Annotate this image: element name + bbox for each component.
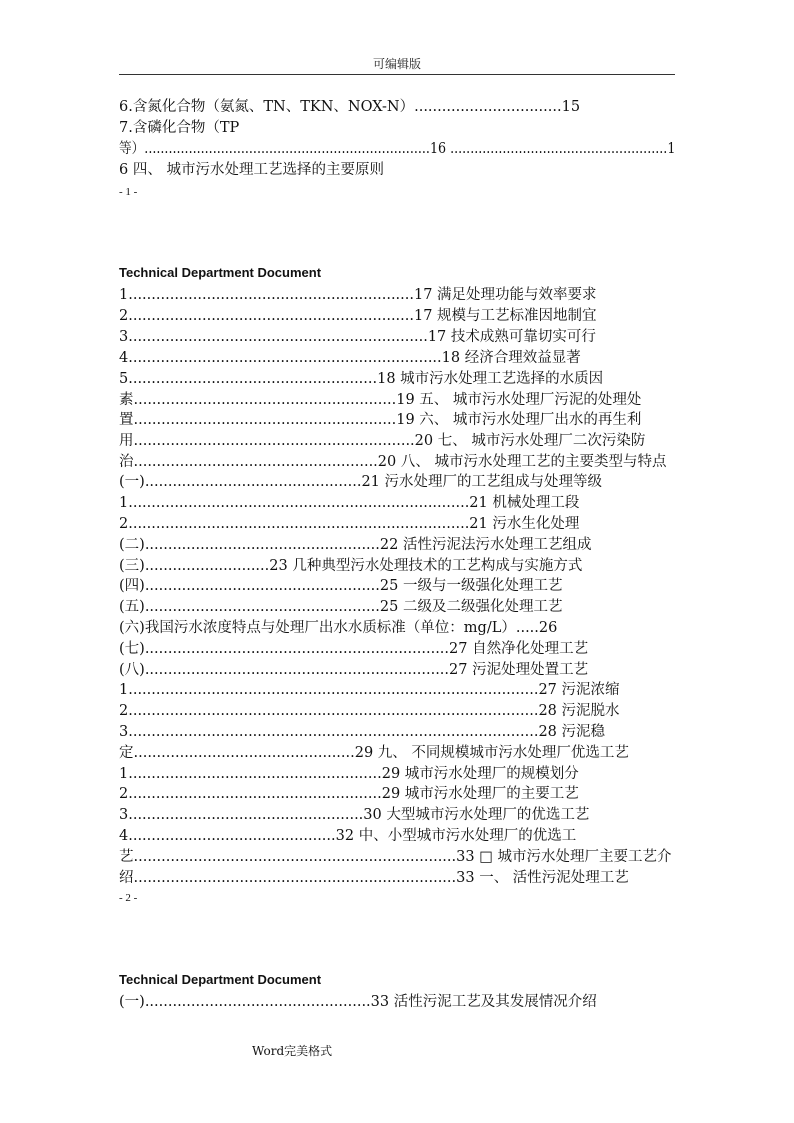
toc-line: 6 四、 城市污水处理工艺选择的主要原则 xyxy=(119,162,384,178)
toc-line: 艺......................................................................33 □ 城市污水处理厂主要工艺介 xyxy=(119,849,672,865)
toc-line: 4....................................................................18 经济合理效益显著 xyxy=(119,350,581,366)
toc-line: 7.含磷化合物（TP xyxy=(119,120,240,136)
page-number: - 1 - xyxy=(119,186,138,198)
toc-line: 2..............................................................17 规模与工艺标准因地制宜 xyxy=(119,308,597,324)
toc-line: 素.........................................................19 五、 城市污水处理厂污泥的处理处 xyxy=(119,392,642,408)
toc-line: 2.........................................................................................28 污泥脱水 xyxy=(119,703,620,719)
header-rule xyxy=(119,74,675,75)
department-heading: Technical Department Document xyxy=(119,265,322,280)
toc-line: 3...................................................30 大型城市污水处理厂的优选工艺 xyxy=(119,807,590,823)
toc-line: (一).................................................33 活性污泥工艺及其发展情况介绍 xyxy=(119,994,597,1010)
toc-line: 1..........................................................................21 机械处理工段 xyxy=(119,495,580,511)
toc-line: (六)我国污水浓度特点与处理厂出水水质标准（单位：mg/L）.....26 xyxy=(119,620,558,636)
toc-line: (四)...................................................25 一级与一级强化处理工艺 xyxy=(119,578,563,594)
toc-line: 6.含氮化合物（氨氮、TN、TKN、NOX-N）................................15 xyxy=(119,99,581,115)
page-footer: Word完美格式 xyxy=(252,1044,333,1058)
toc-line: 2.......................................................29 城市污水处理厂的主要工艺 xyxy=(119,786,579,802)
toc-line: 1.......................................................29 城市污水处理厂的规模划分 xyxy=(119,766,579,782)
toc-line: 绍......................................................................33 一、 活性污泥处理工艺 xyxy=(119,870,629,886)
toc-line: 治.....................................................20 八、 城市污水处理工艺的主要类型与特点 xyxy=(119,454,667,470)
toc-line: 置.........................................................19 六、 城市污水处理厂出水的再生利 xyxy=(119,412,642,428)
toc-line: (八)..................................................................27 污泥处理处置工艺 xyxy=(119,662,589,678)
toc-line: 用.............................................................20 七、 城市污水处理厂二次污染防 xyxy=(119,433,646,449)
toc-line: 4.............................................32 中、小型城市污水处理厂的优选工 xyxy=(119,828,577,844)
toc-line: 3.........................................................................................28 污泥稳 xyxy=(119,724,605,740)
toc-line: (一)...............................................21 污水处理厂的工艺组成与处理等级 xyxy=(119,474,603,490)
toc-line: (二)...................................................22 活性污泥法污水处理工艺组成 xyxy=(119,537,592,553)
toc-line: 1.........................................................................................27 污泥浓缩 xyxy=(119,682,620,698)
toc-line: (五)...................................................25 二级及二级强化处理工艺 xyxy=(119,599,563,615)
toc-line: 3.................................................................17 技术成熟可靠切实可行 xyxy=(119,329,596,345)
toc-line: 1..............................................................17 满足处理功能与效率要求 xyxy=(119,287,597,303)
page-header-title: 可编辑版 xyxy=(372,57,421,71)
toc-line: 5......................................................18 城市污水处理工艺选择的水质因 xyxy=(119,371,604,387)
toc-line: 定................................................29 九、 不同规模城市污水处理厂优选工艺 xyxy=(119,745,629,761)
toc-line: 等）.......................................................................16 ......................................................1 xyxy=(119,141,676,157)
department-heading: Technical Department Document xyxy=(119,972,322,987)
toc-line: (七)..................................................................27 自然净化处理工艺 xyxy=(119,641,589,657)
page-number: - 2 - xyxy=(119,892,138,904)
toc-line: (三)...........................23 几种典型污水处理技术的工艺构成与实施方式 xyxy=(119,558,583,574)
toc-line: 2..........................................................................21 污水生化处理 xyxy=(119,516,580,532)
